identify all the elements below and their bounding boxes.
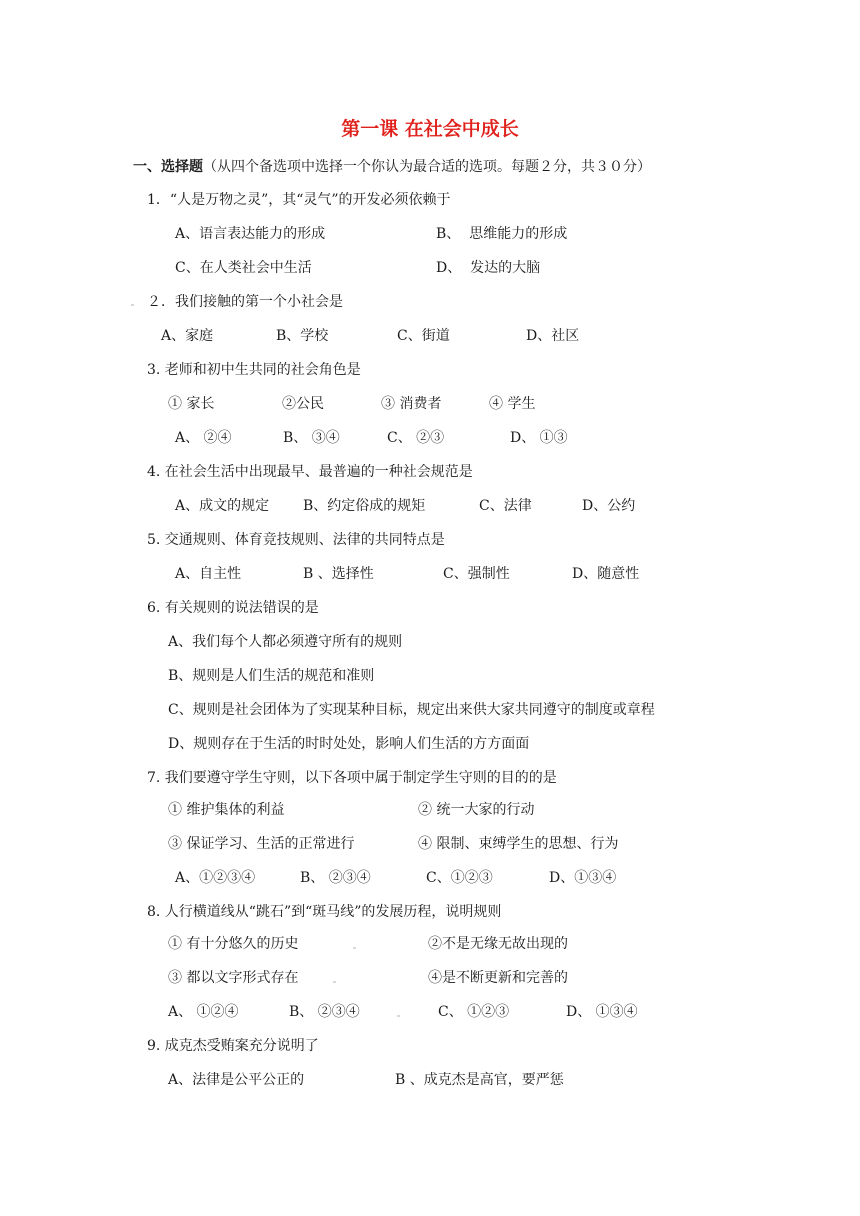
question-9-option-b: B 、成克杰是高官，要严惩 <box>395 1072 564 1088</box>
question-7-item-2: ② 统一大家的行动 <box>418 802 535 818</box>
question-7-option-c: C、①②③ <box>426 870 493 886</box>
question-5-option-c: C、强制性 <box>443 566 510 582</box>
question-3-item-2: ②公民 <box>282 396 324 412</box>
scan-speck <box>333 981 336 983</box>
question-2-option-b: B、学校 <box>276 328 329 344</box>
scan-speck <box>353 947 356 949</box>
question-2-option-d: D、社区 <box>526 328 580 344</box>
question-3-item-4: ④ 学生 <box>489 396 536 412</box>
question-7-item-1: ① 维护集体的利益 <box>168 802 285 818</box>
question-7-item-4: ④ 限制、束缚学生的思想、行为 <box>418 836 619 852</box>
question-8-item-4: ④是不断更新和完善的 <box>428 970 568 986</box>
question-3-stem: 3. 老师和初中生共同的社会角色是 <box>147 362 361 378</box>
page-title: 第一课 在社会中成长 <box>341 118 519 140</box>
question-7-option-d: D、①③④ <box>549 870 617 886</box>
question-3-option-a: A、 ②④ <box>175 430 232 446</box>
question-4-option-b: B、约定俗成的规矩 <box>303 498 426 514</box>
question-3-option-d: D、 ①③ <box>510 430 568 446</box>
question-7-stem: 7. 我们要遵守学生守则，以下各项中属于制定学生守则的目的的是 <box>147 770 557 786</box>
question-4-stem: 4. 在社会生活中出现最早、最普遍的一种社会规范是 <box>147 464 473 480</box>
question-5-option-a: A、自主性 <box>175 566 242 582</box>
question-8-item-3: ③ 都以文字形式存在 <box>168 970 299 986</box>
question-3-item-3: ③ 消费者 <box>381 396 442 412</box>
question-6-option-b: B、规则是人们生活的规范和准则 <box>168 668 375 684</box>
question-2-stem: ２．我们接触的第一个小社会是 <box>147 294 343 310</box>
question-9-option-a: A、法律是公平公正的 <box>168 1072 305 1088</box>
section-header <box>133 157 651 177</box>
question-1-stem: 1．“人是万物之灵”，其“灵气”的开发必须依赖于 <box>147 192 451 208</box>
question-6-option-a: A、我们每个人都必须遵守所有的规则 <box>168 634 403 650</box>
question-9-stem: 9. 成克杰受贿案充分说明了 <box>147 1038 319 1054</box>
question-8-option-a: A、 ①②④ <box>168 1004 239 1020</box>
question-5-option-d: D、随意性 <box>572 566 640 582</box>
question-8-option-d: D、 ①③④ <box>566 1004 638 1020</box>
scan-speck <box>397 1015 400 1017</box>
question-1-option-d: D、 发达的大脑 <box>436 260 541 276</box>
question-8-item-2: ②不是无缘无故出现的 <box>428 936 568 952</box>
scan-speck <box>131 304 134 306</box>
question-8-option-b: B、 ②③④ <box>289 1004 360 1020</box>
question-5-option-b: B 、选择性 <box>303 566 374 582</box>
question-3-option-c: C、 ②③ <box>387 430 445 446</box>
question-3-option-b: B、 ③④ <box>283 430 340 446</box>
question-4-option-c: C、法律 <box>479 498 532 514</box>
question-1-option-a: A、语言表达能力的形成 <box>175 226 326 242</box>
question-7-option-a: A、①②③④ <box>175 870 256 886</box>
question-8-item-1: ① 有十分悠久的历史 <box>168 936 299 952</box>
question-7-option-b: B、 ②③④ <box>300 870 371 886</box>
question-4-option-a: A、成文的规定 <box>175 498 270 514</box>
question-2-option-a: A、家庭 <box>161 328 214 344</box>
question-6-option-d: D、规则存在于生活的时时处处，影响人们生活的方方面面 <box>168 736 530 752</box>
question-1-option-b: B、 思维能力的形成 <box>436 226 568 242</box>
question-3-item-1: ① 家长 <box>168 396 215 412</box>
question-8-stem: 8. 人行横道线从“跳石”到“斑马线”的发展历程，说明规则 <box>147 904 502 920</box>
section-heading: 一、选择题 <box>133 159 203 175</box>
question-6-option-c: C、规则是社会团体为了实现某种目标，规定出来供大家共同遵守的制度或章程 <box>168 702 655 718</box>
question-5-stem: 5. 交通规则、体育竞技规则、法律的共同特点是 <box>147 532 445 548</box>
question-6-stem: 6. 有关规则的说法错误的是 <box>147 600 319 616</box>
question-8-option-c: C、 ①②③ <box>438 1004 510 1020</box>
question-2-option-c: C、街道 <box>397 328 450 344</box>
section-instructions: （从四个备选项中选择一个你认为最合适的选项。每题２分，共３０分） <box>203 159 651 175</box>
question-1-option-c: C、在人类社会中生活 <box>175 260 312 276</box>
question-7-item-3: ③ 保证学习、生活的正常进行 <box>168 836 355 852</box>
question-4-option-d: D、公约 <box>582 498 636 514</box>
